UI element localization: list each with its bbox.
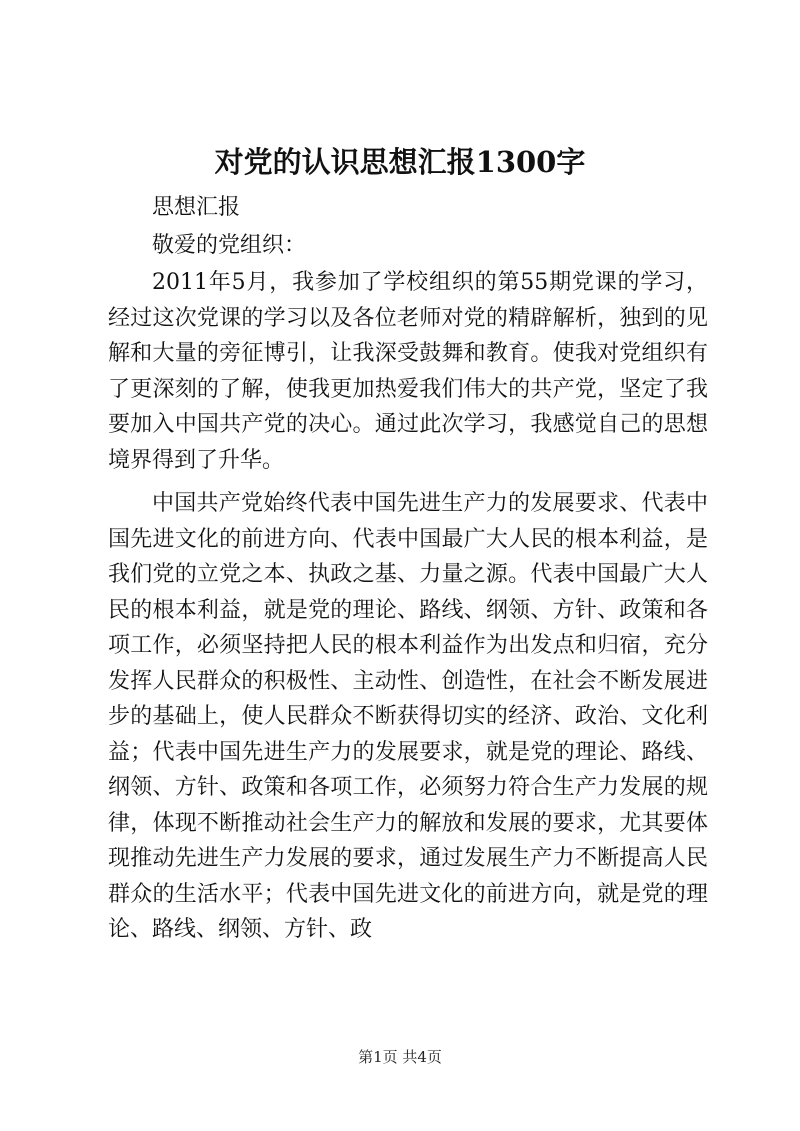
- page-footer: 第1页 共4页: [358, 1048, 442, 1066]
- document-title: 对党的认识思想汇报1300字: [214, 145, 586, 179]
- paragraph-2: 中国共产党始终代表中国先进生产力的发展要求、代表中国先进文化的前进方向、代表中国最广大人民的根本利益，是我们党的立党之本、执政之基、力量之源。代表中国最广大人民的根本利益，就是党的理论、路线、纲领、方针、政策和各项工作，必须坚持把人民的根本利益作为出发点和归宿，充分发挥人民群众的积极性、主动性、创造性，在社会不断发展进步的基础上，使人民群众不断获得切实的经济、政治、文化利益；代表中国先进生产力的发展要求，就是党的理论、路线、纲领、方针、政策和各项工作，必须努力符合生产力发展的规律，体现不断推动社会生产力的解放和发展的要求，尤其要体现推动先进生产力发展的要求，通过发展生产力不断提高人民群众的生活水平；代表中国先进文化的前进方向，就是党的理论、路线、纲领、方针、政: [108, 491, 708, 942]
- paragraph-1: 2011年5月，我参加了学校组织的第55期党课的学习，经过这次党课的学习以及各位老师对党的精辟解析，独到的见解和大量的旁征博引，让我深受鼓舞和教育。使我对党组织有了更深刻的了解，使我更加热爱我们伟大的共产党，坚定了我要加入中国共产党的决心。通过此次学习，我感觉自己的思想境界得到了升华。: [108, 270, 708, 473]
- document-body: [108, 190, 708, 948]
- salutation-line: 敬爱的党组织：: [152, 232, 307, 258]
- heading-line: 思想汇报: [152, 195, 241, 220]
